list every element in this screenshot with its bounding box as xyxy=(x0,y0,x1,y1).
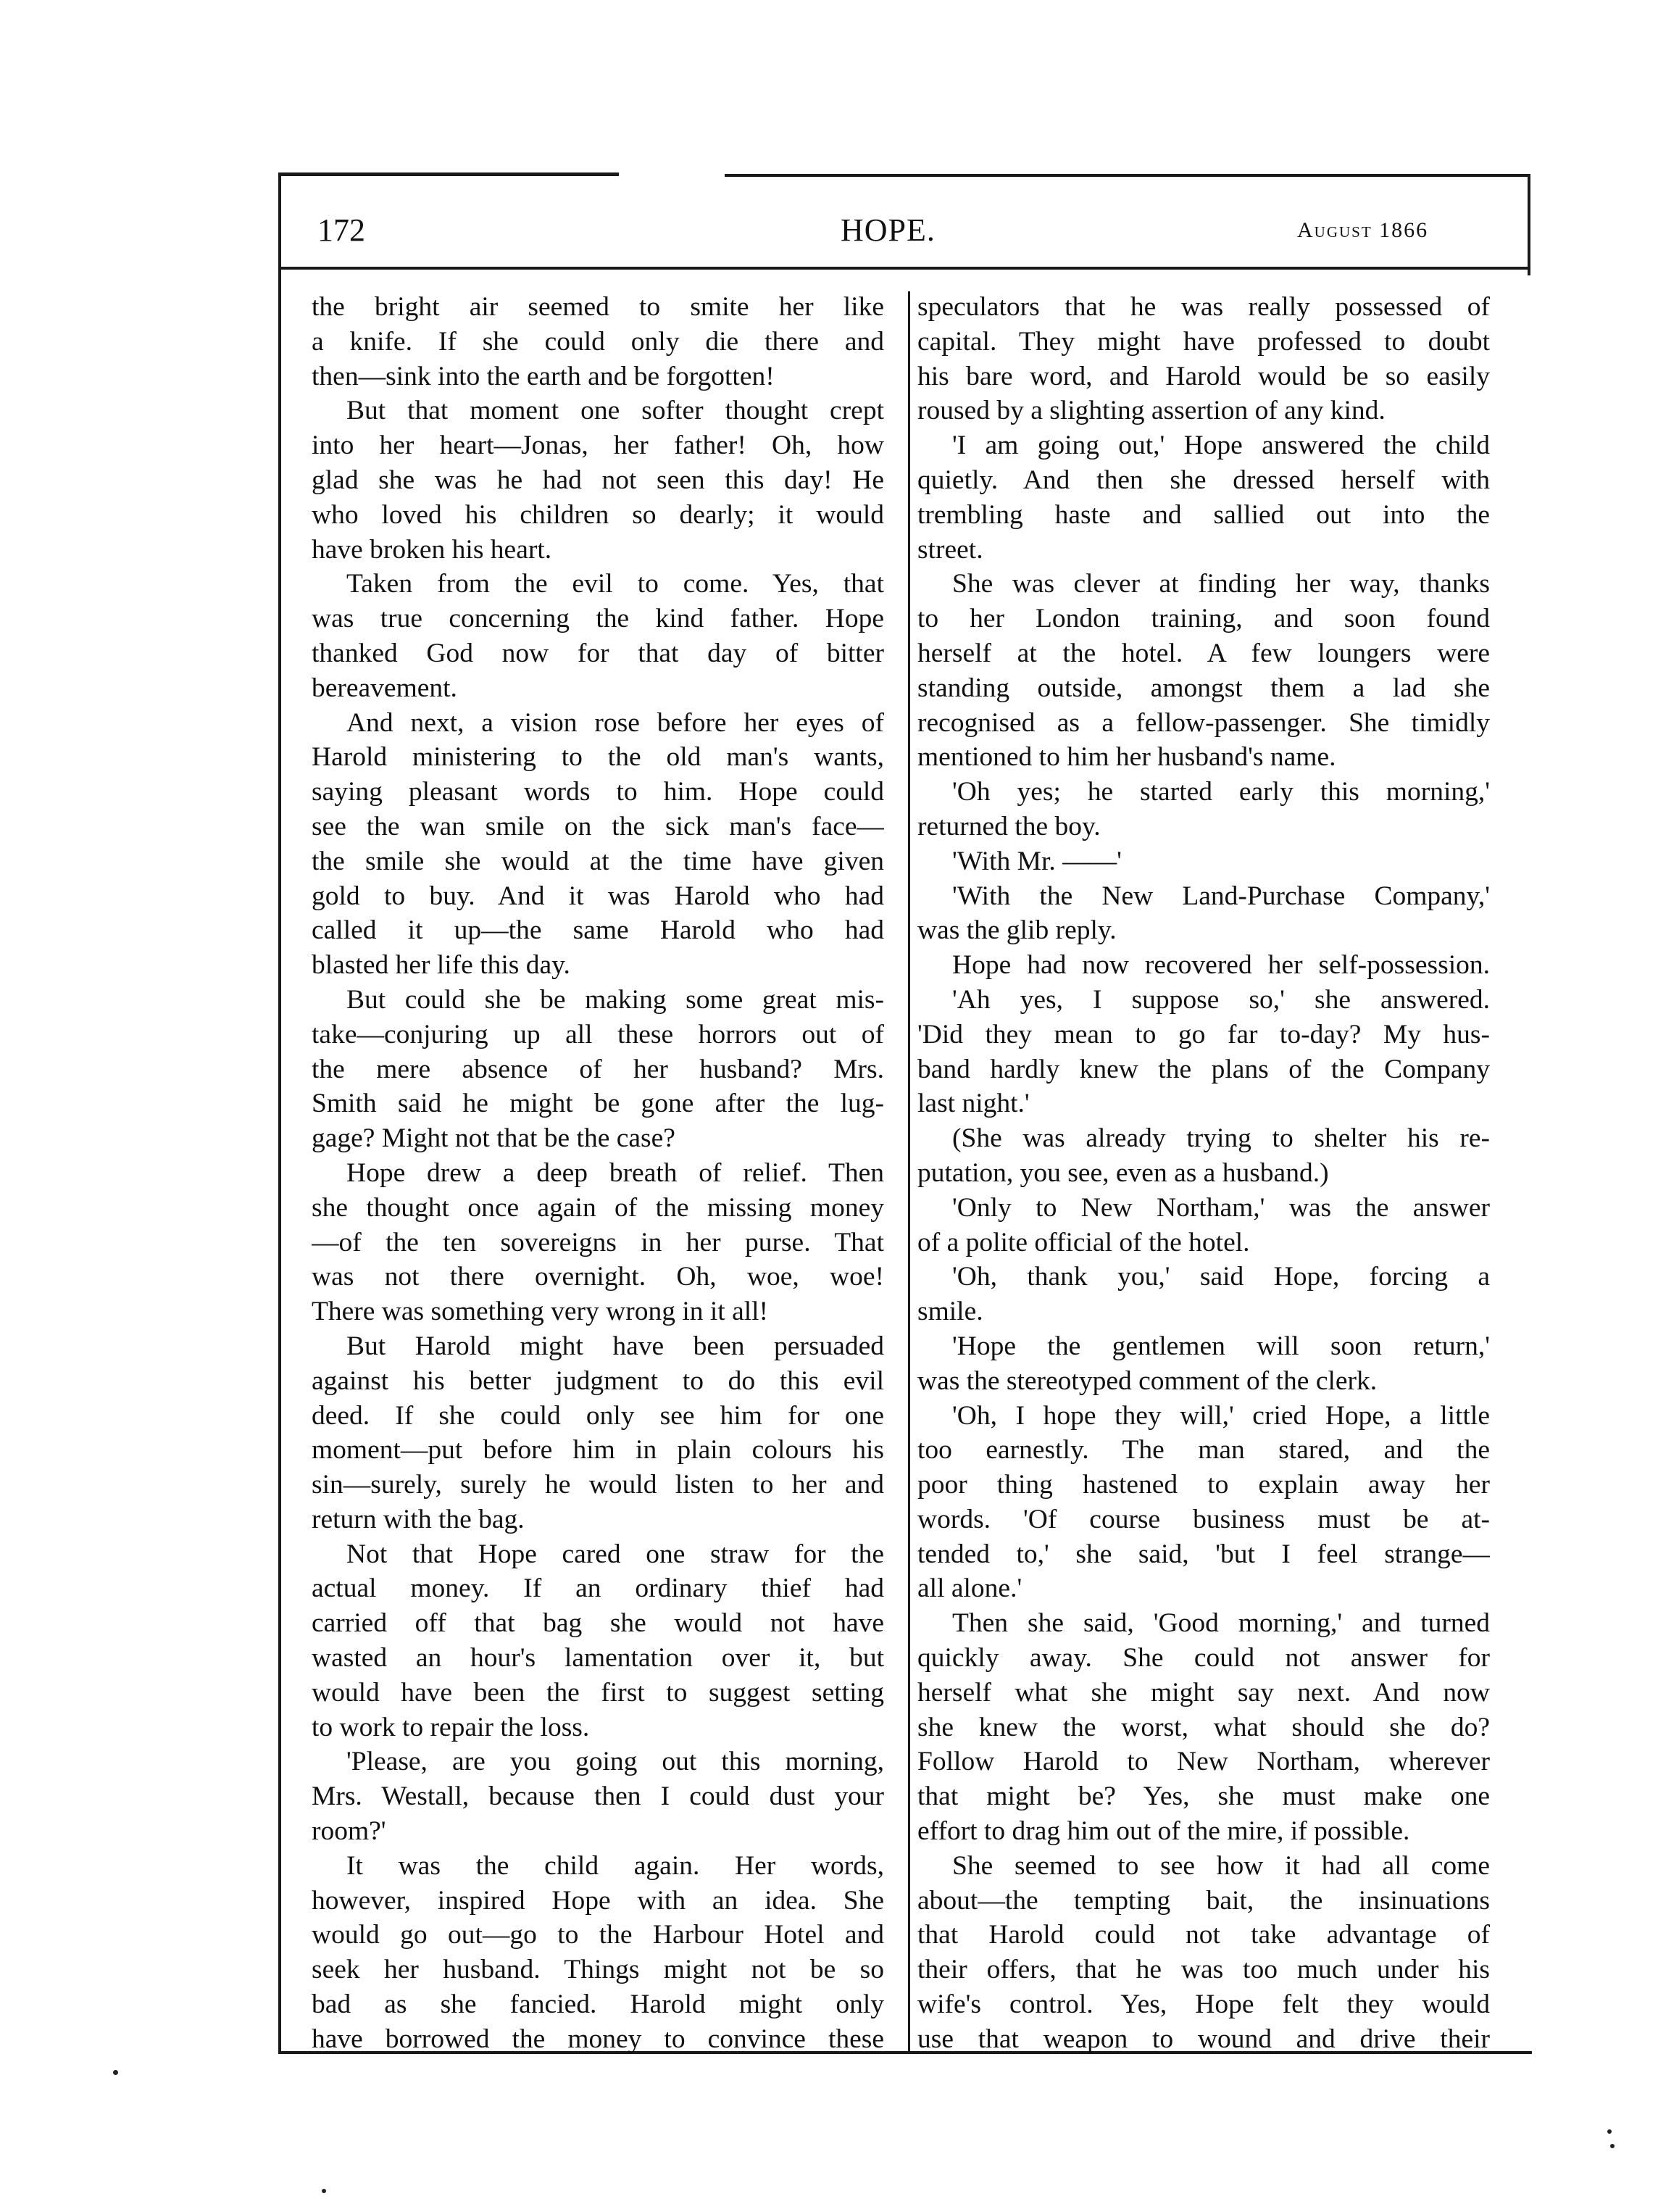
text-line: glad she was he had not seen this day! He xyxy=(312,465,884,495)
text-line: the mere absence of her husband? Mrs. xyxy=(312,1054,884,1084)
text-line: 'Hope the gentlemen will soon return,' xyxy=(952,1331,1490,1361)
text-line: carried off that bag she would not have xyxy=(312,1608,884,1639)
text-line: She seemed to see how it had all come xyxy=(952,1850,1490,1881)
text-line: capital. They might have professed to doubt xyxy=(917,326,1490,357)
text-line: was the stereotyped comment of the clerk. xyxy=(917,1365,1378,1396)
text-line: use that weapon to wound and drive their xyxy=(917,2024,1490,2054)
text-line: smile. xyxy=(917,1297,983,1327)
text-line: to her London training, and soon found xyxy=(917,604,1490,634)
text-line: return with the bag. xyxy=(312,1504,525,1534)
text-line: Hope drew a deep breath of relief. Then xyxy=(346,1157,884,1188)
text-line: room?' xyxy=(312,1816,386,1847)
text-line: deed. If she could only see him for one xyxy=(312,1400,884,1431)
text-line: she knew the worst, what should she do? xyxy=(917,1712,1490,1742)
running-title: HOPE. xyxy=(841,212,936,248)
text-line: speculators that he was really possessed of xyxy=(917,292,1490,322)
text-line: a knife. If she could only die there and xyxy=(312,326,884,357)
text-line: have borrowed the money to convince these xyxy=(312,2024,884,2054)
text-line: street. xyxy=(917,534,983,565)
text-line: poor thing hastened to explain away her xyxy=(917,1470,1490,1500)
page-number: 172 xyxy=(317,212,365,248)
text-line: was the glib reply. xyxy=(917,915,1117,946)
text-line: that might be? Yes, she must make one xyxy=(917,1781,1490,1812)
text-line: was not there overnight. Oh, woe, woe! xyxy=(312,1262,884,1292)
text-line: wasted an hour's lamentation over it, but xyxy=(312,1643,884,1673)
text-line: roused by a slighting assertion of any kind. xyxy=(917,396,1386,426)
text-line: bad as she fancied. Harold might only xyxy=(312,1989,884,2020)
text-line: was true concerning the kind father. Hope xyxy=(312,604,884,634)
text-line: Smith said he might be gone after the lug- xyxy=(312,1089,884,1119)
text-line: But that moment one softer thought crept xyxy=(346,396,884,426)
text-line: his bare word, and Harold would be so easily xyxy=(917,361,1490,391)
text-line: 'Oh yes; he started early this morning,' xyxy=(952,777,1490,807)
text-line: But Harold might have been persuaded xyxy=(346,1331,884,1361)
header-rule xyxy=(278,267,1530,270)
text-line: last night.' xyxy=(917,1089,1030,1119)
text-line: putation, you see, even as a husband.) xyxy=(917,1157,1329,1188)
top-rule-right xyxy=(725,174,1530,177)
text-line: take—conjuring up all these horrors out of xyxy=(312,1019,884,1049)
text-line: It was the child again. Her words, xyxy=(346,1850,884,1881)
text-line: returned the boy. xyxy=(917,811,1101,841)
text-line: herself what she might say next. And now xyxy=(917,1677,1490,1708)
text-line: however, inspired Hope with an idea. She xyxy=(312,1885,884,1916)
right-column xyxy=(917,290,1490,2057)
text-line: 'Only to New Northam,' was the answer xyxy=(952,1192,1490,1223)
text-line: bereavement. xyxy=(312,673,457,703)
text-line: herself at the hotel. A few loungers were xyxy=(917,638,1490,668)
issue-date: August 1866 xyxy=(1297,218,1429,242)
text-line: tended to,' she said, 'but I feel strange— xyxy=(917,1539,1490,1569)
text-line: quickly away. She could not answer for xyxy=(917,1643,1490,1673)
text-line: moment—put before him in plain colours his xyxy=(312,1435,884,1465)
text-line: (She was already trying to shelter his re- xyxy=(952,1123,1490,1154)
text-line: 'Oh, I hope they will,' cried Hope, a little xyxy=(952,1400,1490,1431)
text-line: called it up—the same Harold who had xyxy=(312,915,884,946)
top-rule-left xyxy=(278,172,619,176)
text-line: 'Did they mean to go far to-day? My hus- xyxy=(917,1019,1490,1049)
margin-speck xyxy=(322,2189,326,2193)
text-line: 'With the New Land-Purchase Company,' xyxy=(952,881,1490,911)
text-line: Harold ministering to the old man's wants, xyxy=(312,742,884,773)
text-line: But could she be making some great mis- xyxy=(346,984,884,1015)
margin-speck xyxy=(1610,2144,1615,2148)
text-line: There was something very wrong in it all! xyxy=(312,1297,769,1327)
left-column xyxy=(312,290,884,2057)
margin-speck xyxy=(113,2070,118,2075)
text-line: would go out—go to the Harbour Hotel and xyxy=(312,1920,884,1950)
text-line: 'Oh, thank you,' said Hope, forcing a xyxy=(952,1262,1490,1292)
left-border xyxy=(278,174,281,2054)
text-line: all alone.' xyxy=(917,1573,1022,1604)
text-line: gage? Might not that be the case? xyxy=(312,1123,675,1154)
margin-speck xyxy=(1607,2129,1612,2134)
text-line: mentioned to him her husband's name. xyxy=(917,742,1336,773)
text-line: about—the tempting bait, the insinuations xyxy=(917,1885,1490,1916)
text-line: effort to drag him out of the mire, if possible. xyxy=(917,1816,1410,1847)
text-line: see the wan smile on the sick man's face— xyxy=(312,811,884,841)
text-line: into her heart—Jonas, her father! Oh, how xyxy=(312,431,884,461)
text-line: trembling haste and sallied out into the xyxy=(917,499,1490,530)
text-line: too earnestly. The man stared, and the xyxy=(917,1435,1490,1465)
text-line: 'Ah yes, I suppose so,' she answered. xyxy=(952,984,1490,1015)
text-line: the bright air seemed to smite her like xyxy=(312,292,884,322)
text-line: recognised as a fellow-passenger. She timidly xyxy=(917,707,1490,738)
right-border xyxy=(1528,174,1530,275)
text-line: Follow Harold to New Northam, wherever xyxy=(917,1747,1490,1777)
text-line: their offers, that he was too much under his xyxy=(917,1955,1490,1985)
text-line: 'I am going out,' Hope answered the child xyxy=(952,431,1490,461)
text-line: standing outside, amongst them a lad she xyxy=(917,673,1490,703)
text-line: 'Please, are you going out this morning, xyxy=(346,1747,884,1777)
text-line: Not that Hope cared one straw for the xyxy=(346,1539,884,1569)
text-line: to work to repair the loss. xyxy=(312,1712,590,1742)
text-line: —of the ten sovereigns in her purse. That xyxy=(312,1227,884,1257)
text-line: then—sink into the earth and be forgotten! xyxy=(312,361,775,391)
text-line: band hardly knew the plans of the Company xyxy=(917,1054,1490,1084)
text-line: saying pleasant words to him. Hope could xyxy=(312,777,884,807)
text-line: 'With Mr. ——' xyxy=(952,846,1122,876)
text-line: would have been the first to suggest setting xyxy=(312,1677,884,1708)
text-line: of a polite official of the hotel. xyxy=(917,1227,1250,1257)
text-line: actual money. If an ordinary thief had xyxy=(312,1573,884,1604)
text-line: wife's control. Yes, Hope felt they would xyxy=(917,1989,1490,2020)
text-line: against his better judgment to do this evil xyxy=(312,1365,884,1396)
text-line: Then she said, 'Good morning,' and turned xyxy=(952,1608,1490,1639)
column-divider xyxy=(908,291,910,2051)
text-line: quietly. And then she dressed herself with xyxy=(917,465,1490,495)
text-line: And next, a vision rose before her eyes of xyxy=(346,707,884,738)
text-line: who loved his children so dearly; it would xyxy=(312,499,884,530)
text-line: gold to buy. And it was Harold who had xyxy=(312,881,884,911)
text-line: blasted her life this day. xyxy=(312,950,570,981)
text-line: Taken from the evil to come. Yes, that xyxy=(346,569,884,599)
text-line: She was clever at finding her way, thanks xyxy=(952,569,1490,599)
text-line: Hope had now recovered her self-possession. xyxy=(952,950,1490,981)
text-line: seek her husband. Things might not be so xyxy=(312,1955,884,1985)
text-line: thanked God now for that day of bitter xyxy=(312,638,884,668)
text-line: she thought once again of the missing money xyxy=(312,1192,884,1223)
text-line: words. 'Of course business must be at- xyxy=(917,1504,1490,1534)
text-line: Mrs. Westall, because then I could dust your xyxy=(312,1781,884,1812)
text-line: that Harold could not take advantage of xyxy=(917,1920,1490,1950)
text-line: have broken his heart. xyxy=(312,534,552,565)
text-line: the smile she would at the time have given xyxy=(312,846,884,876)
text-line: sin—surely, surely he would listen to her and xyxy=(312,1470,884,1500)
